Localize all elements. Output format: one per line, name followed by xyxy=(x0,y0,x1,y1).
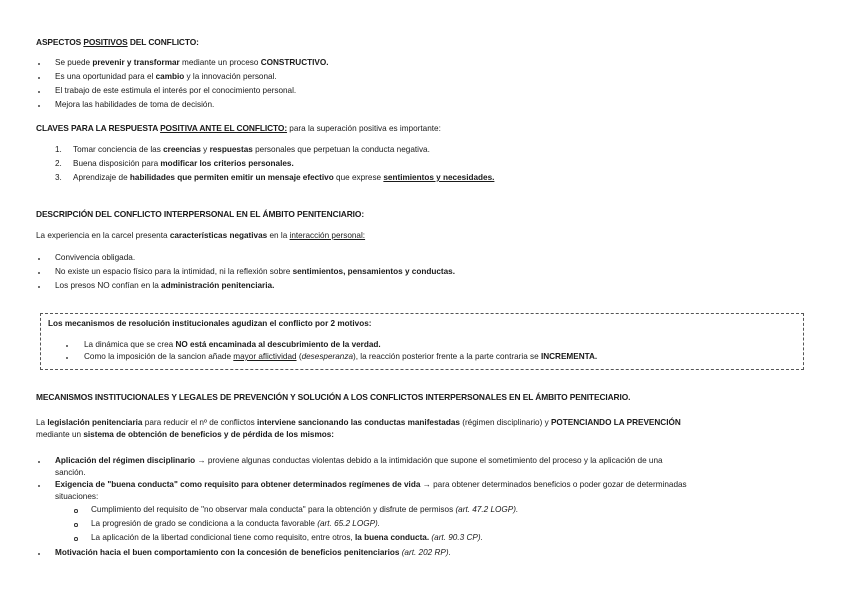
bullet xyxy=(66,357,68,359)
paragraph-cont: mediante un sistema de obtención de beneficios y de pérdida de los mismos: xyxy=(36,430,335,439)
list-item: Es una oportunidad para el cambio y la innovación personal. xyxy=(55,72,277,81)
list-item: Los presos NO confían en la administración penitenciaria. xyxy=(55,281,275,290)
list-item: Aplicación del régimen disciplinario → proviene algunas conductas violentas debido a la intimidación que supone el sometimiento del proceso y la aplicación de una xyxy=(55,456,663,465)
section-title-claves: CLAVES PARA LA RESPUESTA POSITIVA ANTE EL CONFLICTO: para la superación positiva es importante: xyxy=(36,123,441,133)
sub-bullet xyxy=(74,509,78,513)
numbered-item-text: Tomar conciencia de las creencias y respuestas personales que perpetuan la conducta negativa. xyxy=(73,145,430,154)
sub-bullet xyxy=(74,523,78,527)
numbered-item: 3. xyxy=(55,173,62,182)
sub-bullet xyxy=(74,537,78,541)
list-item: Mejora las habilidades de toma de decisión. xyxy=(55,100,215,109)
list-item: Motivación hacia el buen comportamiento con la concesión de beneficios penitenciarios (art. 202 RP). xyxy=(55,548,451,557)
callout-title: Los mecanismos de resolución institucionales agudizan el conflicto por 2 motivos: xyxy=(48,319,372,328)
bullet xyxy=(38,272,40,274)
bullet xyxy=(38,63,40,65)
sub-item: La progresión de grado se condiciona a la conducta favorable (art. 65.2 LOGP). xyxy=(91,519,381,528)
bullet xyxy=(38,258,40,260)
numbered-item: 1. xyxy=(55,145,62,154)
sub-item: La aplicación de la libertad condicional tiene como requisito, entre otros, la buena conducta. (art. 90.3 CP). xyxy=(91,533,483,542)
list-item-cont: sanción. xyxy=(55,468,86,477)
bullet xyxy=(66,345,68,347)
list-item: Exigencia de "buena conducta" como requisito para obtener determinados regímenes de vida → para obtener determinados beneficios o poder gozar de determinadas xyxy=(55,480,687,489)
list-item: Se puede prevenir y transformar mediante un proceso CONSTRUCTIVO. xyxy=(55,58,329,67)
list-item: Convivencia obligada. xyxy=(55,253,136,262)
bullet xyxy=(38,485,40,487)
bullet xyxy=(38,286,40,288)
numbered-item-text: Buena disposición para modificar los criterios personales. xyxy=(73,159,294,168)
paragraph: La legislación penitenciaria para reducir el nº de conflictos interviene sancionando las conductas manifestadas (régimen disciplinario) y POTENCIANDO LA PREVENCIÓN xyxy=(36,418,681,427)
section-title-descripcion: DESCRIPCIÓN DEL CONFLICTO INTERPERSONAL EN EL ÁMBITO PENITENCIARIO: xyxy=(36,209,365,219)
list-item-cont: situaciones: xyxy=(55,492,99,501)
list-item: El trabajo de este estimula el interés por el conocimiento personal. xyxy=(55,86,297,95)
callout-item: Como la imposición de la sancion añade mayor aflictividad (desesperanza), la reacción posterior frente a la parte contraria se INCREMENTA. xyxy=(84,352,598,361)
numbered-item: 2. xyxy=(55,159,62,168)
numbered-item-text: Aprendizaje de habilidades que permiten emitir un mensaje efectivo que exprese sentimientos y necesidades. xyxy=(73,173,495,182)
section-title-mecanismos: MECANISMOS INSTITUCIONALES Y LEGALES DE PREVENCIÓN Y SOLUCIÓN A LOS CONFLICTOS INTERPERSONALES EN EL ÁMBITO PENITECIARIO. xyxy=(36,392,631,402)
bullet xyxy=(38,553,40,555)
section-title-aspectos: ASPECTOS POSITIVOS DEL CONFLICTO: xyxy=(36,37,199,47)
bullet xyxy=(38,105,40,107)
paragraph: La experiencia en la carcel presenta características negativas en la interacción personal: xyxy=(36,231,366,240)
bullet xyxy=(38,77,40,79)
sub-item: Cumplimiento del requisito de "no observar mala conducta" para la obtención y disfrute de permisos (art. 47.2 LOGP). xyxy=(91,505,519,514)
list-item: No existe un espacio físico para la intimidad, ni la reflexión sobre sentimientos, pensamientos y conductas. xyxy=(55,267,455,276)
bullet xyxy=(38,91,40,93)
callout-item: La dinámica que se crea NO está encaminada al descubrimiento de la verdad. xyxy=(84,340,381,349)
bullet xyxy=(38,461,40,463)
